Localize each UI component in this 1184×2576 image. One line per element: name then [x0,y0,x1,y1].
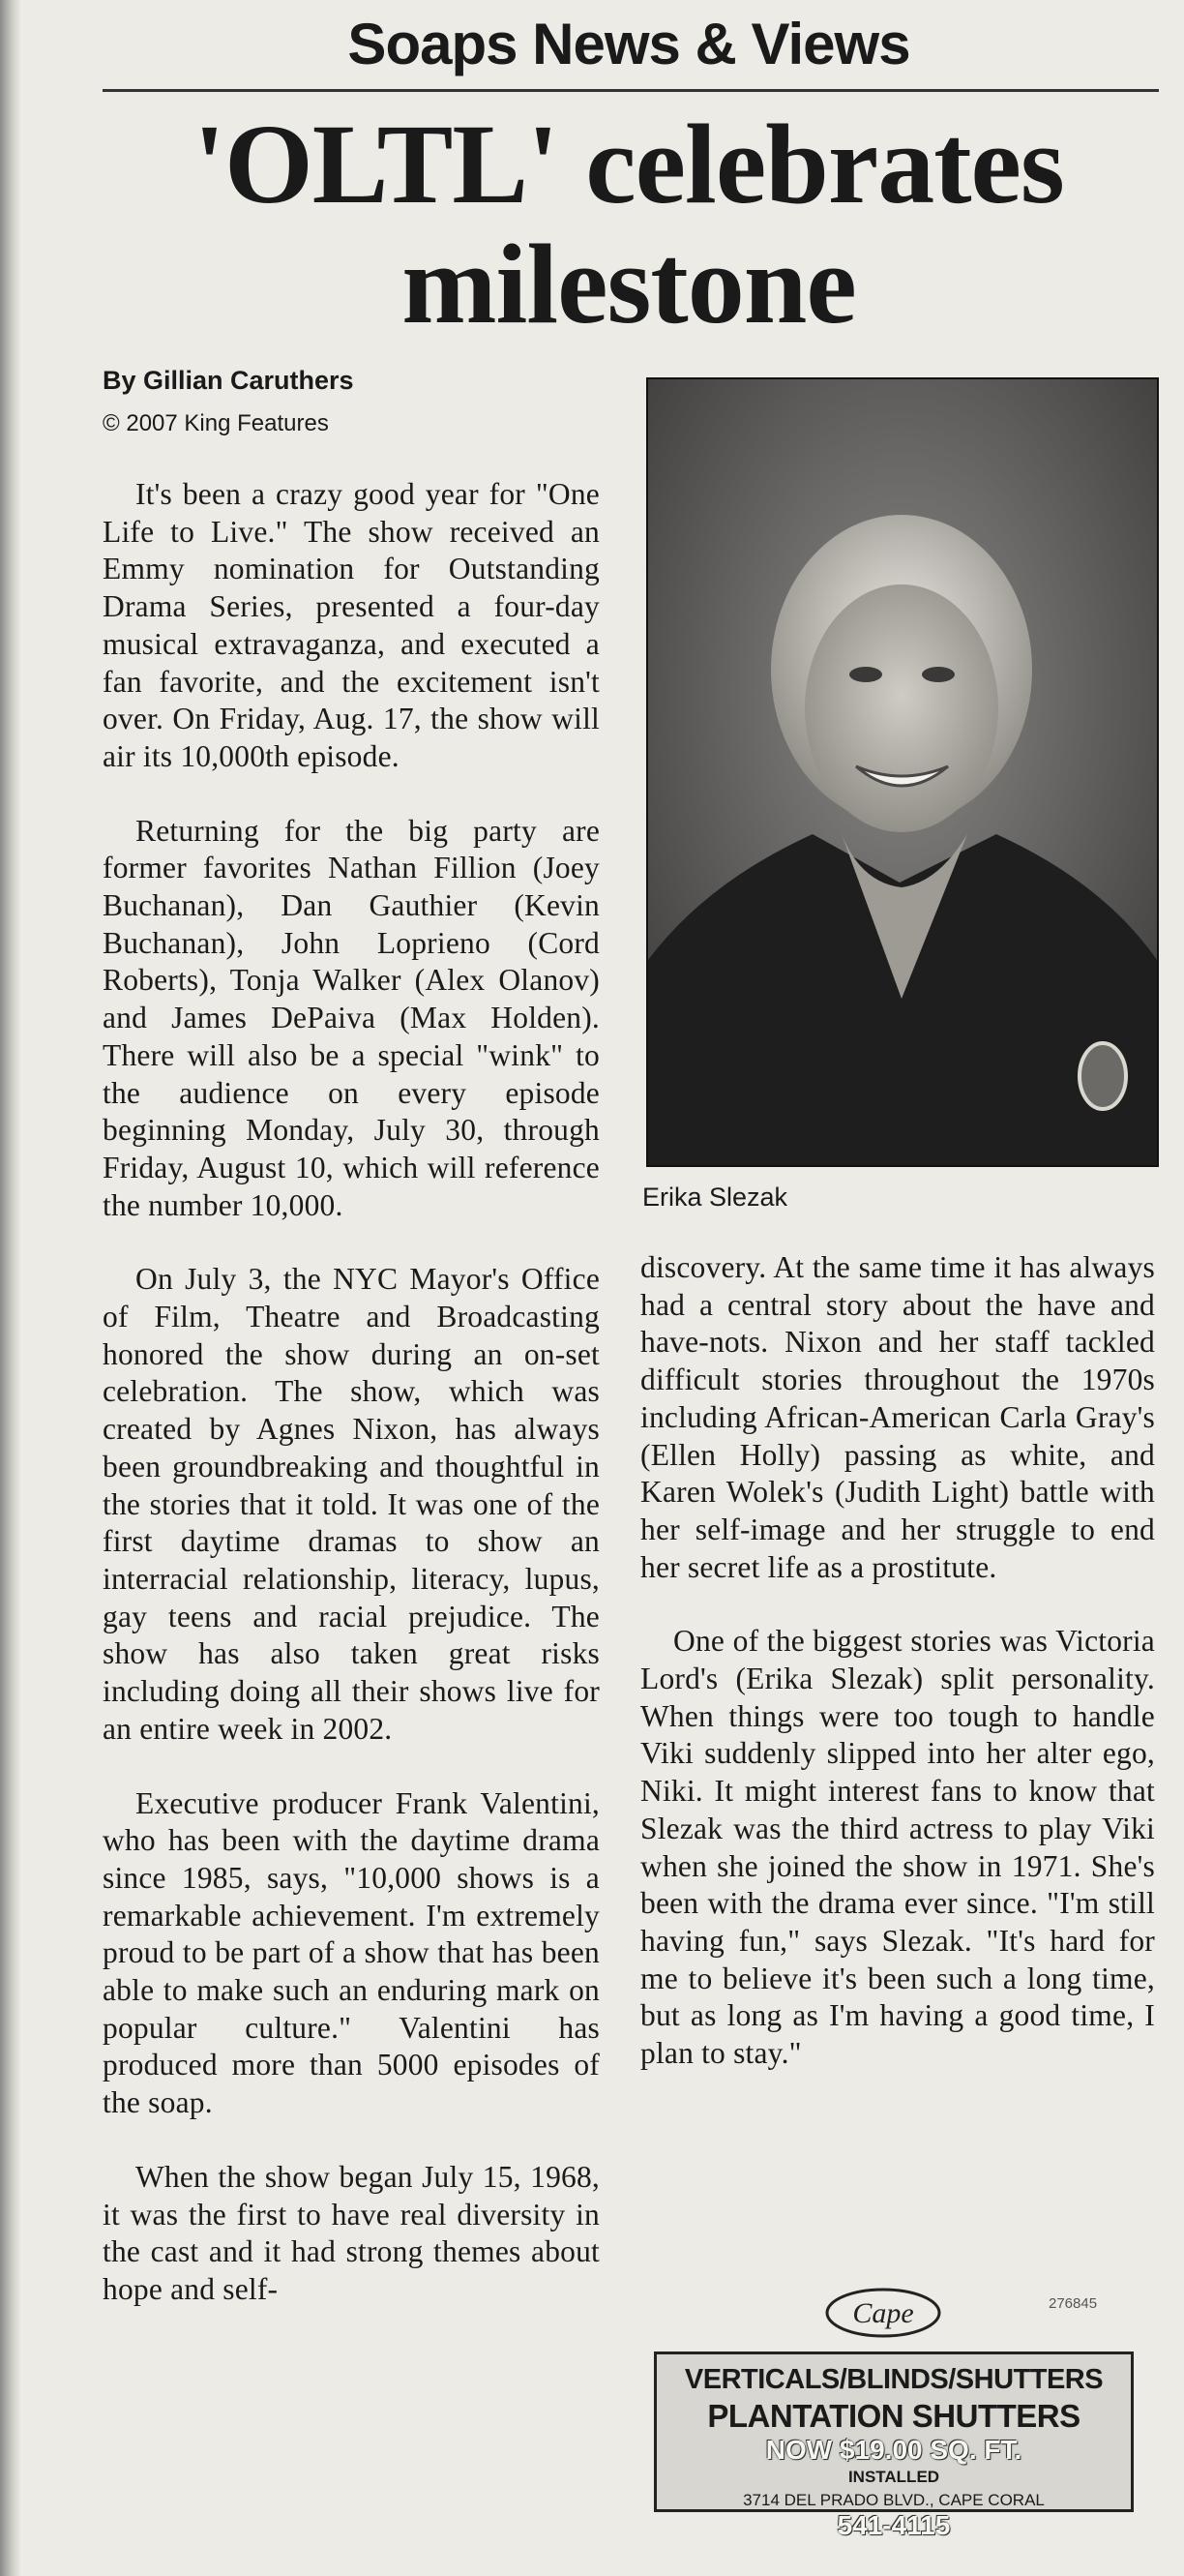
article-column-left [103,476,600,2309]
paragraph: discovery. At the same time it has always had a central story about the have and have-nots. Nixon and her staff tackled difficult stories throughout the 1970s including African-American Carla Gray's (Ellen Holly) passing as white, and Karen Wolek's (Judith Light) battle with her self-image and her struggle to end her secret life as a prostitute. [640,1250,1155,1584]
ad-line-headline: PLANTATION SHUTTERS [707,2398,1080,2434]
advertisement [654,2351,1134,2540]
header-rule [103,89,1159,92]
copyright-line: © 2007 King Features [103,410,329,436]
page-edge-shadow [0,0,21,2576]
ad-code: 276845 [1049,2295,1098,2312]
portrait-photo [646,377,1159,1167]
cape-logo-text: Cape [852,2297,914,2329]
ad-line-products: VERTICALS/BLINDS/SHUTTERS [684,2364,1104,2395]
paragraph: One of the biggest stories was Victoria Lord's (Erika Slezak) split personality. When things were too tough to handle Viki suddenly slipped into her alter ego, Niki. It might interest fans to know that Slezak was the third actress to play Viki when she joined the show in 1971. She's been with the drama ever since. "I'm still having fun," says Slezak. "It's hard for me to believe it's been such a long time, but as long as I'm having a good time, I plan to stay." [640,1624,1155,2071]
paragraph: When the show began July 15, 1968, it was the first to have real diversity in the cast and it had strong themes about hope and self- [103,2159,600,2306]
article-headline: 'OLTL' celebrates milestone [193,101,1064,347]
ad-line-installed: INSTALLED [847,2468,940,2486]
ad-line-phone: 541-4115 [837,2510,951,2540]
photo-caption: Erika Slezak [642,1183,788,1212]
paragraph: Executive producer Frank Valentini, who has been with the daytime drama since 1985, says, "10,000 shows is a remarkable achievement. I'm extremely proud to be part of a show that has been able to make such an enduring mark on popular culture." Valentini has produced more than 5000 episodes of the soap. [103,1785,600,2120]
article-column-right [640,1249,1155,2073]
ad-line-price: NOW $19.00 SQ. FT. [765,2435,1022,2465]
cape-logo [820,2284,946,2342]
byline: By Gillian Caruthers [103,366,354,395]
paragraph: Returning for the big party are former favorites Nathan Fillion (Joey Buchanan), Dan Gauthier (Kevin Buchanan), John Loprieno (Cord Roberts), Tonja Walker (Alex Olanov) and James DePaiva (Max Holden). There will also be a special "wink" to the audience on every episode beginning Monday, July 30, through Friday, August 10, which will reference the number 10,000. [103,813,600,1222]
ad-line-address: 3714 DEL PRADO BLVD., CAPE CORAL [743,2491,1045,2509]
paragraph: On July 3, the NYC Mayor's Office of Film, Theatre and Broadcasting honored the show during an on-set celebration. The show, which was created by Agnes Nixon, has always been groundbreaking and thoughtful in the stories that it told. It was one of the first daytime dramas to show an interracial relationship, literacy, lupus, gay teens and racial prejudice. The show has also taken great risks including doing all their shows live for an entire week in 2002. [103,1262,600,1746]
section-header: Soaps News & Views [347,12,910,76]
paragraph: It's been a crazy good year for "One Life to Live." The show received an Emmy nomination for Outstanding Drama Series, presented a four-day musical extravaganza, and executed a fan favorite, and the excitement isn't over. On Friday, Aug. 17, the show will air its 10,000th episode. [103,477,600,773]
